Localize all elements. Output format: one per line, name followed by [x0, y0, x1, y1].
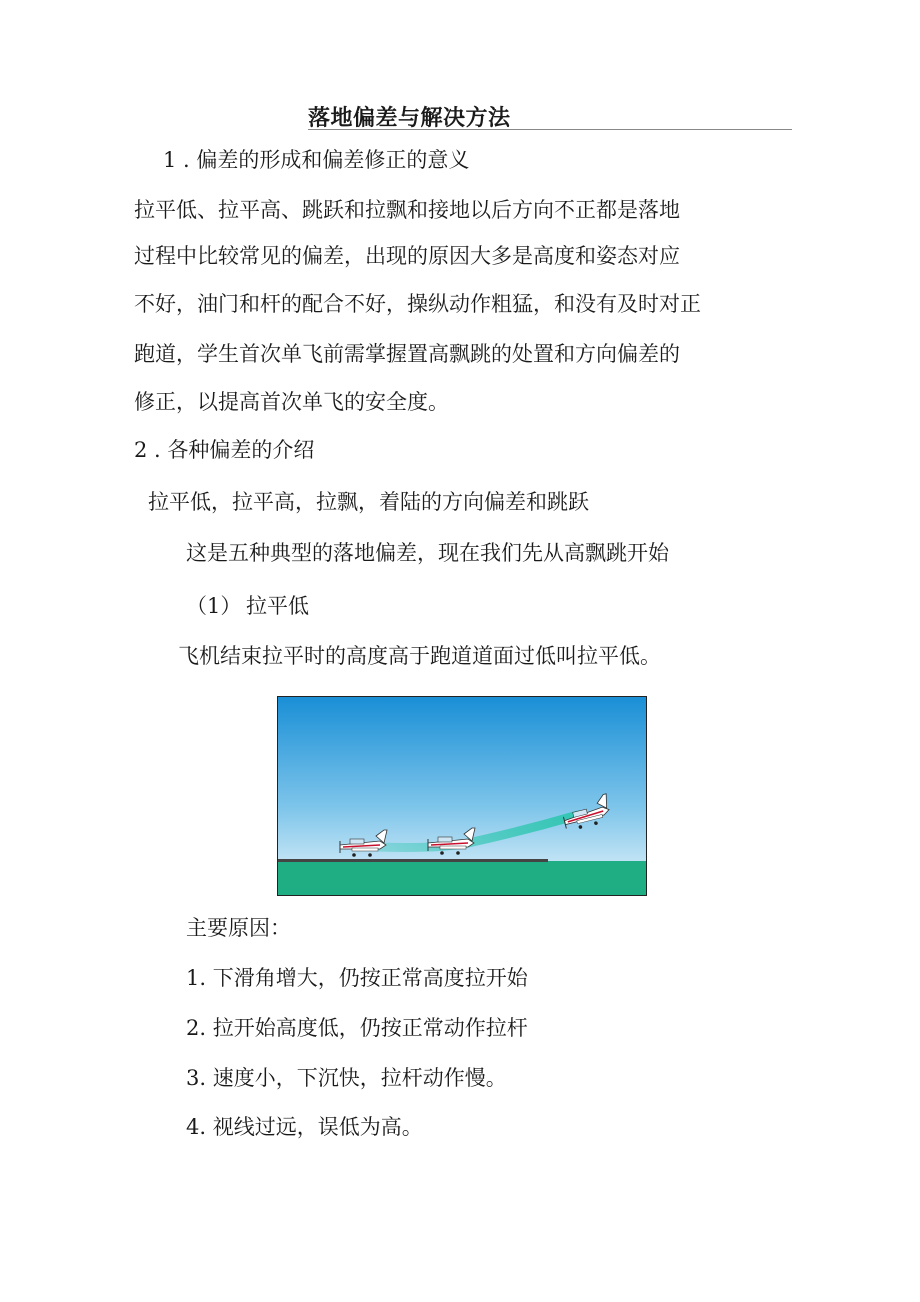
section-heading-1: 1 . 偏差的形成和偏差修正的意义 — [163, 148, 470, 172]
landing-illustration-svg — [278, 697, 646, 895]
paragraph-line: 拉平低、拉平高、跳跃和拉飘和接地以后方向不正都是落地 — [134, 198, 680, 222]
section-heading-2: 2 . 各种偏差的介绍 — [134, 438, 315, 462]
paragraph-line: 修正，以提高首次单飞的安全度。 — [134, 390, 449, 414]
reasons-title: 主要原因： — [186, 916, 291, 940]
ground — [278, 861, 646, 895]
subsection-number: （1） — [186, 594, 242, 618]
reason-item: 4. 视线过远，误低为高。 — [186, 1115, 423, 1139]
paragraph-line: 跑道，学生首次单飞前需掌握置高飘跳的处置和方向偏差的 — [134, 342, 680, 366]
intro-line: 这是五种典型的落地偏差，现在我们先从高飘跳开始 — [186, 541, 669, 565]
reason-item: 3. 速度小，下沉快，拉杆动作慢。 — [186, 1066, 507, 1090]
subsection-title: 拉平低 — [246, 594, 309, 618]
deviation-list-line: 拉平低，拉平高，拉飘，着陆的方向偏差和跳跃 — [148, 490, 589, 514]
title-underline — [308, 129, 792, 130]
paragraph-line: 过程中比较常见的偏差，出现的原因大多是高度和姿态对应 — [134, 244, 680, 268]
document-title: 落地偏差与解决方法 — [308, 106, 511, 131]
reason-item: 2. 拉开始高度低，仍按正常动作拉杆 — [186, 1016, 528, 1040]
definition-line: 飞机结束拉平时的高度高于跑道道面过低叫拉平低。 — [178, 644, 661, 668]
landing-illustration — [277, 696, 647, 896]
runway-edge — [278, 859, 548, 862]
paragraph-line: 不好，油门和杆的配合不好，操纵动作粗猛，和没有及时对正 — [134, 292, 701, 316]
reason-item: 1. 下滑角增大，仍按正常高度拉开始 — [186, 966, 528, 990]
